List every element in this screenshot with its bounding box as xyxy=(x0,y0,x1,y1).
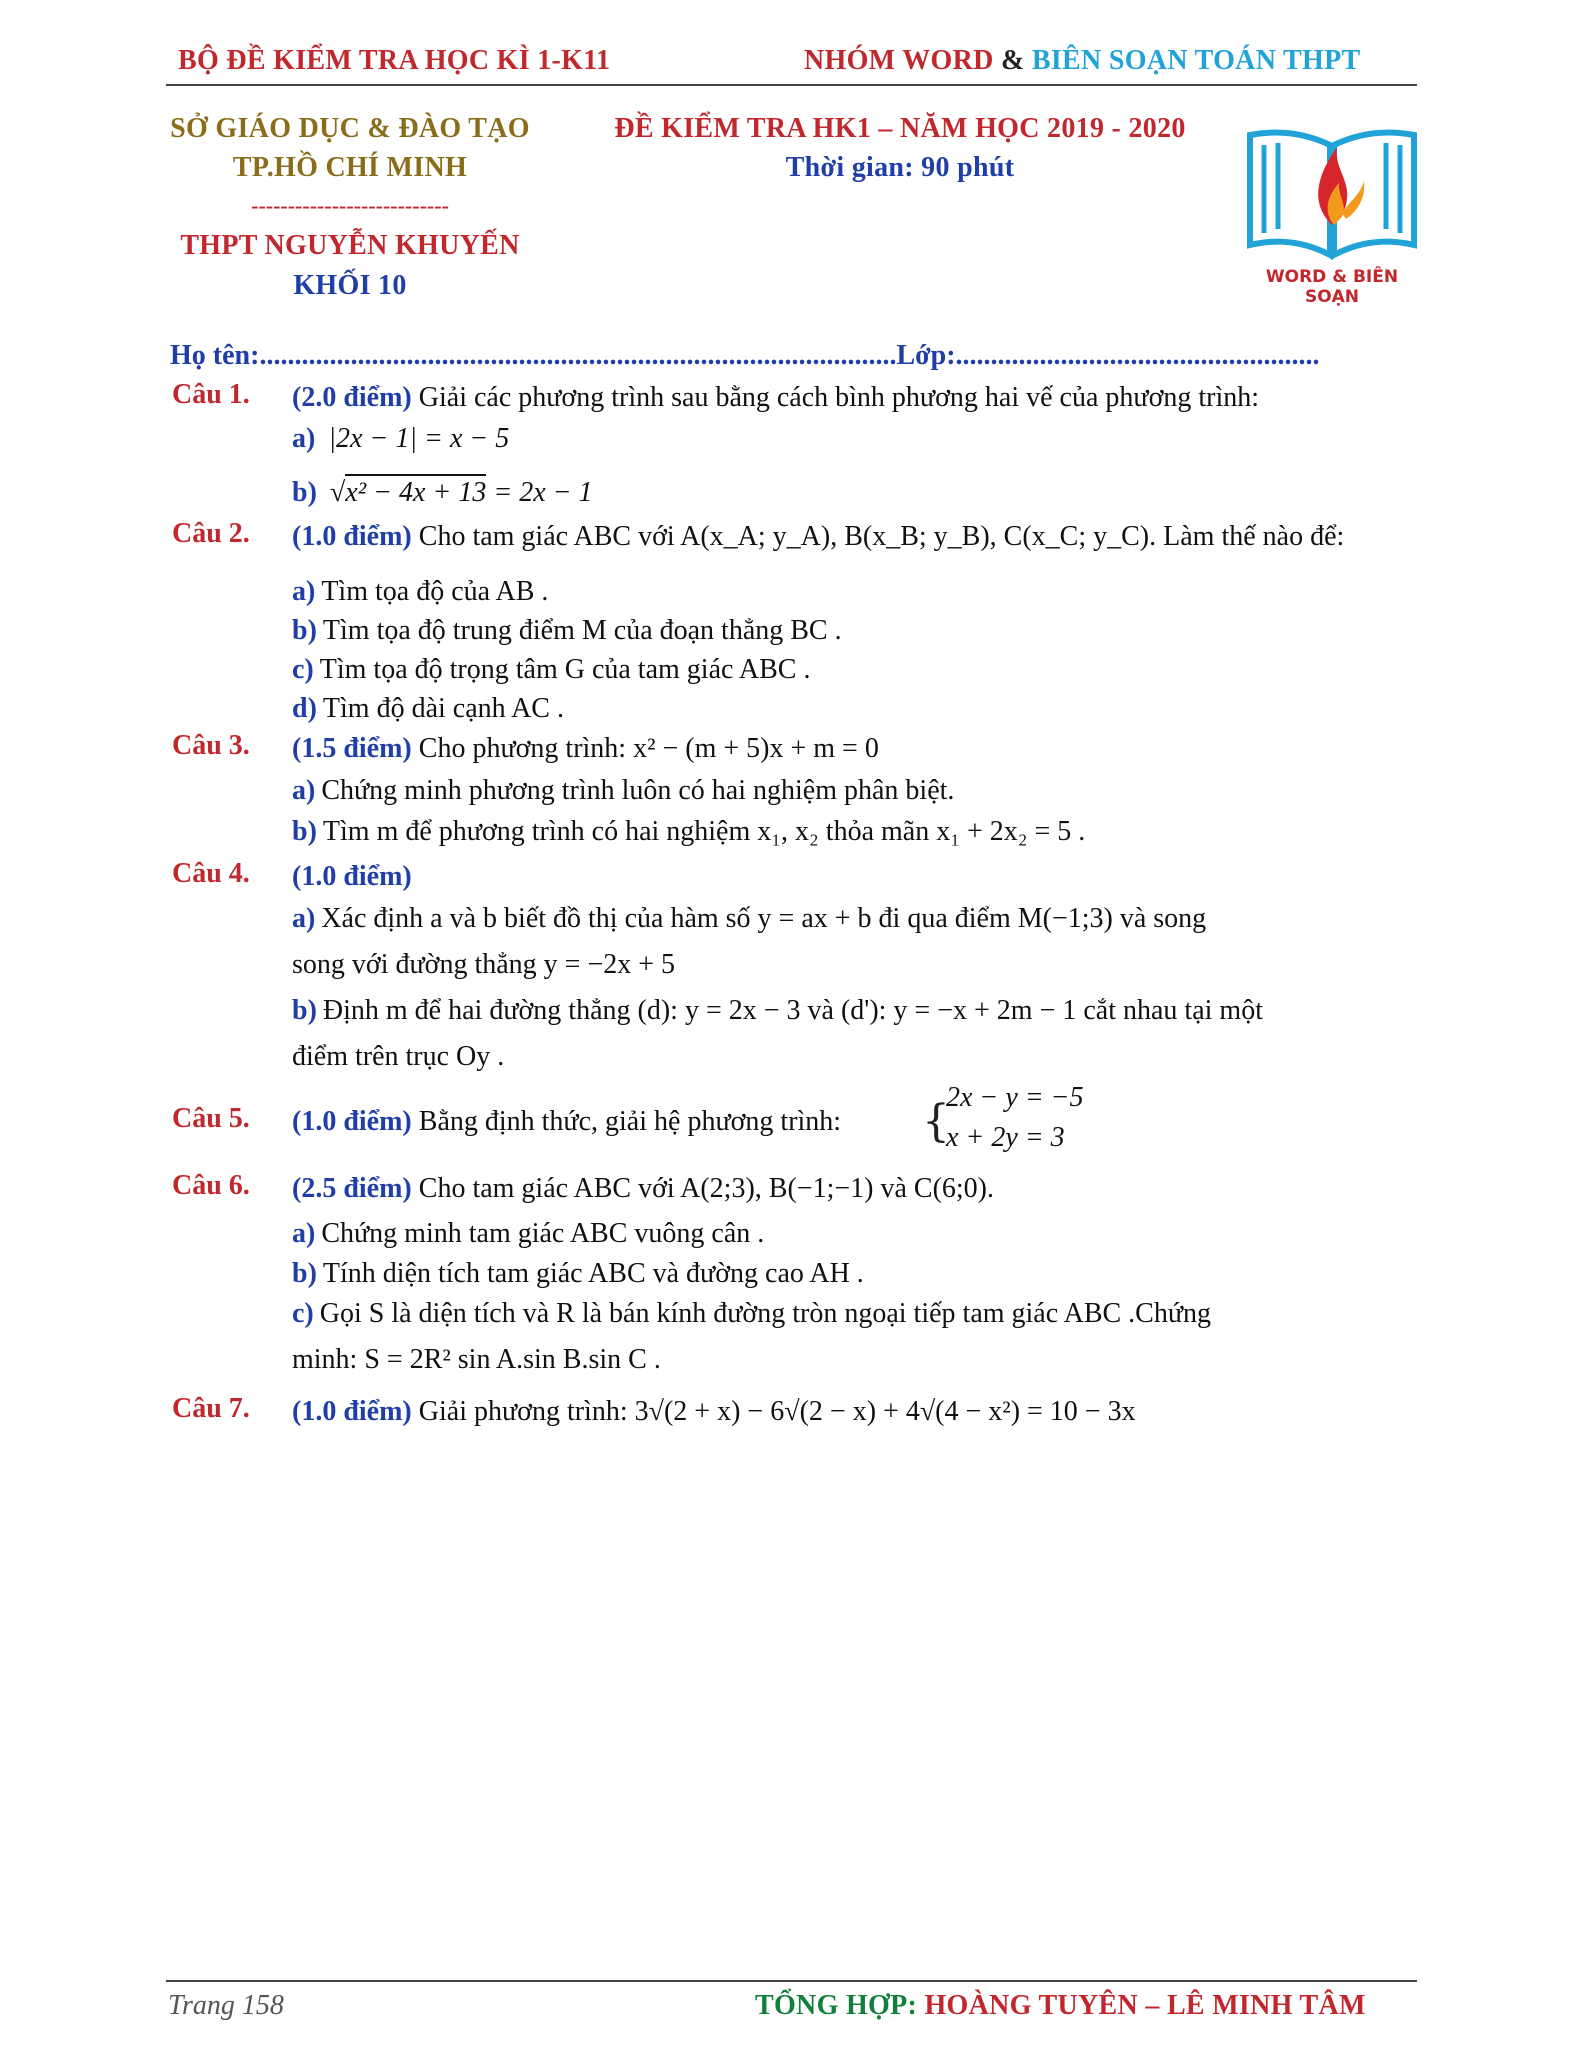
logo xyxy=(1242,125,1422,307)
q1-b-rhs: = 2x − 1 xyxy=(486,477,593,508)
q3-a xyxy=(292,772,954,810)
q2-text: Cho tam giác ABC với A(x_A; y_A), B(x_B; y_B), C(x_C; y_C). Làm thế nào để: xyxy=(418,521,1345,552)
q1-points: (2.0 điểm) xyxy=(292,382,412,413)
header-right-title xyxy=(804,45,1360,77)
q2-d-text: Tìm độ dài cạnh AC . xyxy=(322,693,564,724)
q5-eq2: x + 2y = 3 xyxy=(946,1122,1065,1153)
q1-label: Câu 1. xyxy=(172,379,250,410)
student-info xyxy=(170,340,1320,372)
q6-c-label: c) xyxy=(292,1298,314,1329)
class-label: Lớp: xyxy=(896,340,956,371)
dept-line1: SỞ GIÁO DỤC & ĐÀO TẠO xyxy=(170,113,530,144)
q4-label: Câu 4. xyxy=(172,858,250,889)
q1-text: Giải các phương trình sau bằng cách bình phương hai vế của phương trình: xyxy=(418,382,1260,413)
grade-label: KHỐI 10 xyxy=(293,270,407,301)
q2-points: (1.0 điểm) xyxy=(292,521,412,552)
q6-stem xyxy=(292,1170,994,1208)
q4-a-line1 xyxy=(292,900,1206,938)
school-name: THPT NGUYỄN KHUYẾN xyxy=(180,230,520,261)
q7-text: Giải phương trình: 3√(2 + x) − 6√(2 − x) + 4√(4 − x²) = 10 − 3x xyxy=(418,1396,1136,1427)
q2-a-label: a) xyxy=(292,576,316,607)
q4-b-label: b) xyxy=(292,995,317,1026)
q6-c-line2: minh: S = 2R² sin A.sin B.sin C . xyxy=(292,1344,661,1375)
exam-time: Thời gian: 90 phút xyxy=(785,152,1015,183)
q2-a-text: Tìm tọa độ của AB . xyxy=(321,576,549,607)
q2-d xyxy=(292,690,564,728)
q5-stem xyxy=(292,1103,841,1141)
q4-b-line1 xyxy=(292,992,1263,1030)
q6-c-line1 xyxy=(292,1295,1211,1333)
q3-label: Câu 3. xyxy=(172,730,250,761)
q1-stem xyxy=(292,379,1259,417)
q1-a-eq: |2x − 1| = x − 5 xyxy=(328,423,510,454)
q6-b-text: Tính diện tích tam giác ABC và đường cao AH . xyxy=(322,1258,864,1289)
q2-b-label: b) xyxy=(292,615,317,646)
header-rule xyxy=(166,84,1417,86)
q2-d-label: d) xyxy=(292,693,317,724)
footer-compiled-label: TỔNG HỢP: xyxy=(755,1990,918,2021)
q1-a xyxy=(292,420,509,458)
q4-points: (1.0 điểm) xyxy=(292,861,412,892)
q4-stem xyxy=(292,858,412,896)
q6-a-text: Chứng minh tam giác ABC vuông cân . xyxy=(321,1218,765,1249)
footer-rule xyxy=(166,1980,1417,1982)
q7-label: Câu 7. xyxy=(172,1393,250,1424)
q6-a-label: a) xyxy=(292,1218,316,1249)
exam-title: ĐỀ KIỂM TRA HK1 – NĂM HỌC 2019 - 2020 xyxy=(614,113,1186,144)
dept-line2: TP.HỒ CHÍ MINH xyxy=(232,152,468,183)
name-field[interactable]: ........................................................................................... xyxy=(259,340,897,371)
q4-a-label: a) xyxy=(292,903,316,934)
book-flame-logo-icon xyxy=(1242,125,1422,265)
q3-b-label: b) xyxy=(292,816,317,847)
q4-a-line2: song với đường thẳng y = −2x + 5 xyxy=(292,949,676,980)
q6-text: Cho tam giác ABC với A(2;3), B(−1;−1) và C(6;0). xyxy=(418,1173,994,1204)
q5-text: Bằng định thức, giải hệ phương trình: xyxy=(418,1106,842,1137)
q7-points: (1.0 điểm) xyxy=(292,1396,412,1427)
logo-text: WORD & BIÊN SOẠN xyxy=(1265,267,1399,307)
q5-eq1: 2x − y = −5 xyxy=(946,1082,1084,1113)
name-label: Họ tên: xyxy=(170,340,260,371)
q3-a-label: a) xyxy=(292,775,316,806)
page-number: Trang 158 xyxy=(168,1990,284,2021)
q4-a-text1: Xác định a và b biết đồ thị của hàm số y = ax + b đi qua điểm M(−1;3) và song xyxy=(321,903,1207,934)
q6-label: Câu 6. xyxy=(172,1170,250,1201)
q6-points: (2.5 điểm) xyxy=(292,1173,412,1204)
header-group-subtitle: BIÊN SOẠN TOÁN THPT xyxy=(1031,45,1361,76)
header-group-name: NHÓM WORD xyxy=(804,45,994,76)
q2-b xyxy=(292,612,842,650)
q2-b-text: Tìm tọa độ trung điểm M của đoạn thẳng BC . xyxy=(322,615,842,646)
q5-points: (1.0 điểm) xyxy=(292,1106,412,1137)
q1-a-label: a) xyxy=(292,423,316,454)
q3-points: (1.5 điểm) xyxy=(292,733,412,764)
q3-stem xyxy=(292,730,879,768)
school-divider: --------------------------- xyxy=(251,193,449,218)
q3-b xyxy=(292,813,1085,851)
class-field[interactable]: .................................................... xyxy=(955,340,1320,371)
q2-c-label: c) xyxy=(292,654,314,685)
header-amp: & xyxy=(1000,45,1025,76)
q7-stem xyxy=(292,1393,1136,1431)
q6-b-label: b) xyxy=(292,1258,317,1289)
q2-a xyxy=(292,573,548,611)
q5-label: Câu 5. xyxy=(172,1103,250,1134)
q3-a-text: Chứng minh phương trình luôn có hai nghiệm phân biệt. xyxy=(321,775,955,806)
q2-stem xyxy=(292,518,1344,556)
q2-c-text: Tìm tọa độ trọng tâm G của tam giác ABC . xyxy=(319,654,811,685)
q5-brace: { xyxy=(922,1096,950,1147)
q6-b xyxy=(292,1255,864,1293)
q3-text: Cho phương trình: x² − (m + 5)x + m = 0 xyxy=(418,733,879,764)
q1-b: b) √x² − 4x + 13 = 2x − 1 xyxy=(292,474,593,512)
footer-authors: HOÀNG TUYÊN – LÊ MINH TÂM xyxy=(924,1990,1366,2021)
q6-a xyxy=(292,1215,764,1253)
q2-label: Câu 2. xyxy=(172,518,250,549)
footer-credits xyxy=(755,1990,1366,2022)
header-left-title: BỘ ĐỀ KIỂM TRA HỌC KÌ 1-K11 xyxy=(178,45,611,76)
q1-b-radicand: x² − 4x + 13 xyxy=(345,474,486,508)
q4-b-text1: Định m để hai đường thẳng (d): y = 2x − 3 và (d'): y = −x + 2m − 1 cắt nhau tại một xyxy=(322,995,1263,1026)
q1-b-label: b) xyxy=(292,477,317,508)
q6-c-text1: Gọi S là diện tích và R là bán kính đường tròn ngoại tiếp tam giác ABC .Chứng xyxy=(319,1298,1212,1329)
q3-b-text: Tìm m để phương trình có hai nghiệm x₁, x₂ thỏa mãn x₁ + 2x₂ = 5 . xyxy=(322,816,1086,847)
q2-c xyxy=(292,651,810,689)
q4-b-line2: điểm trên trục Oy . xyxy=(292,1041,505,1072)
